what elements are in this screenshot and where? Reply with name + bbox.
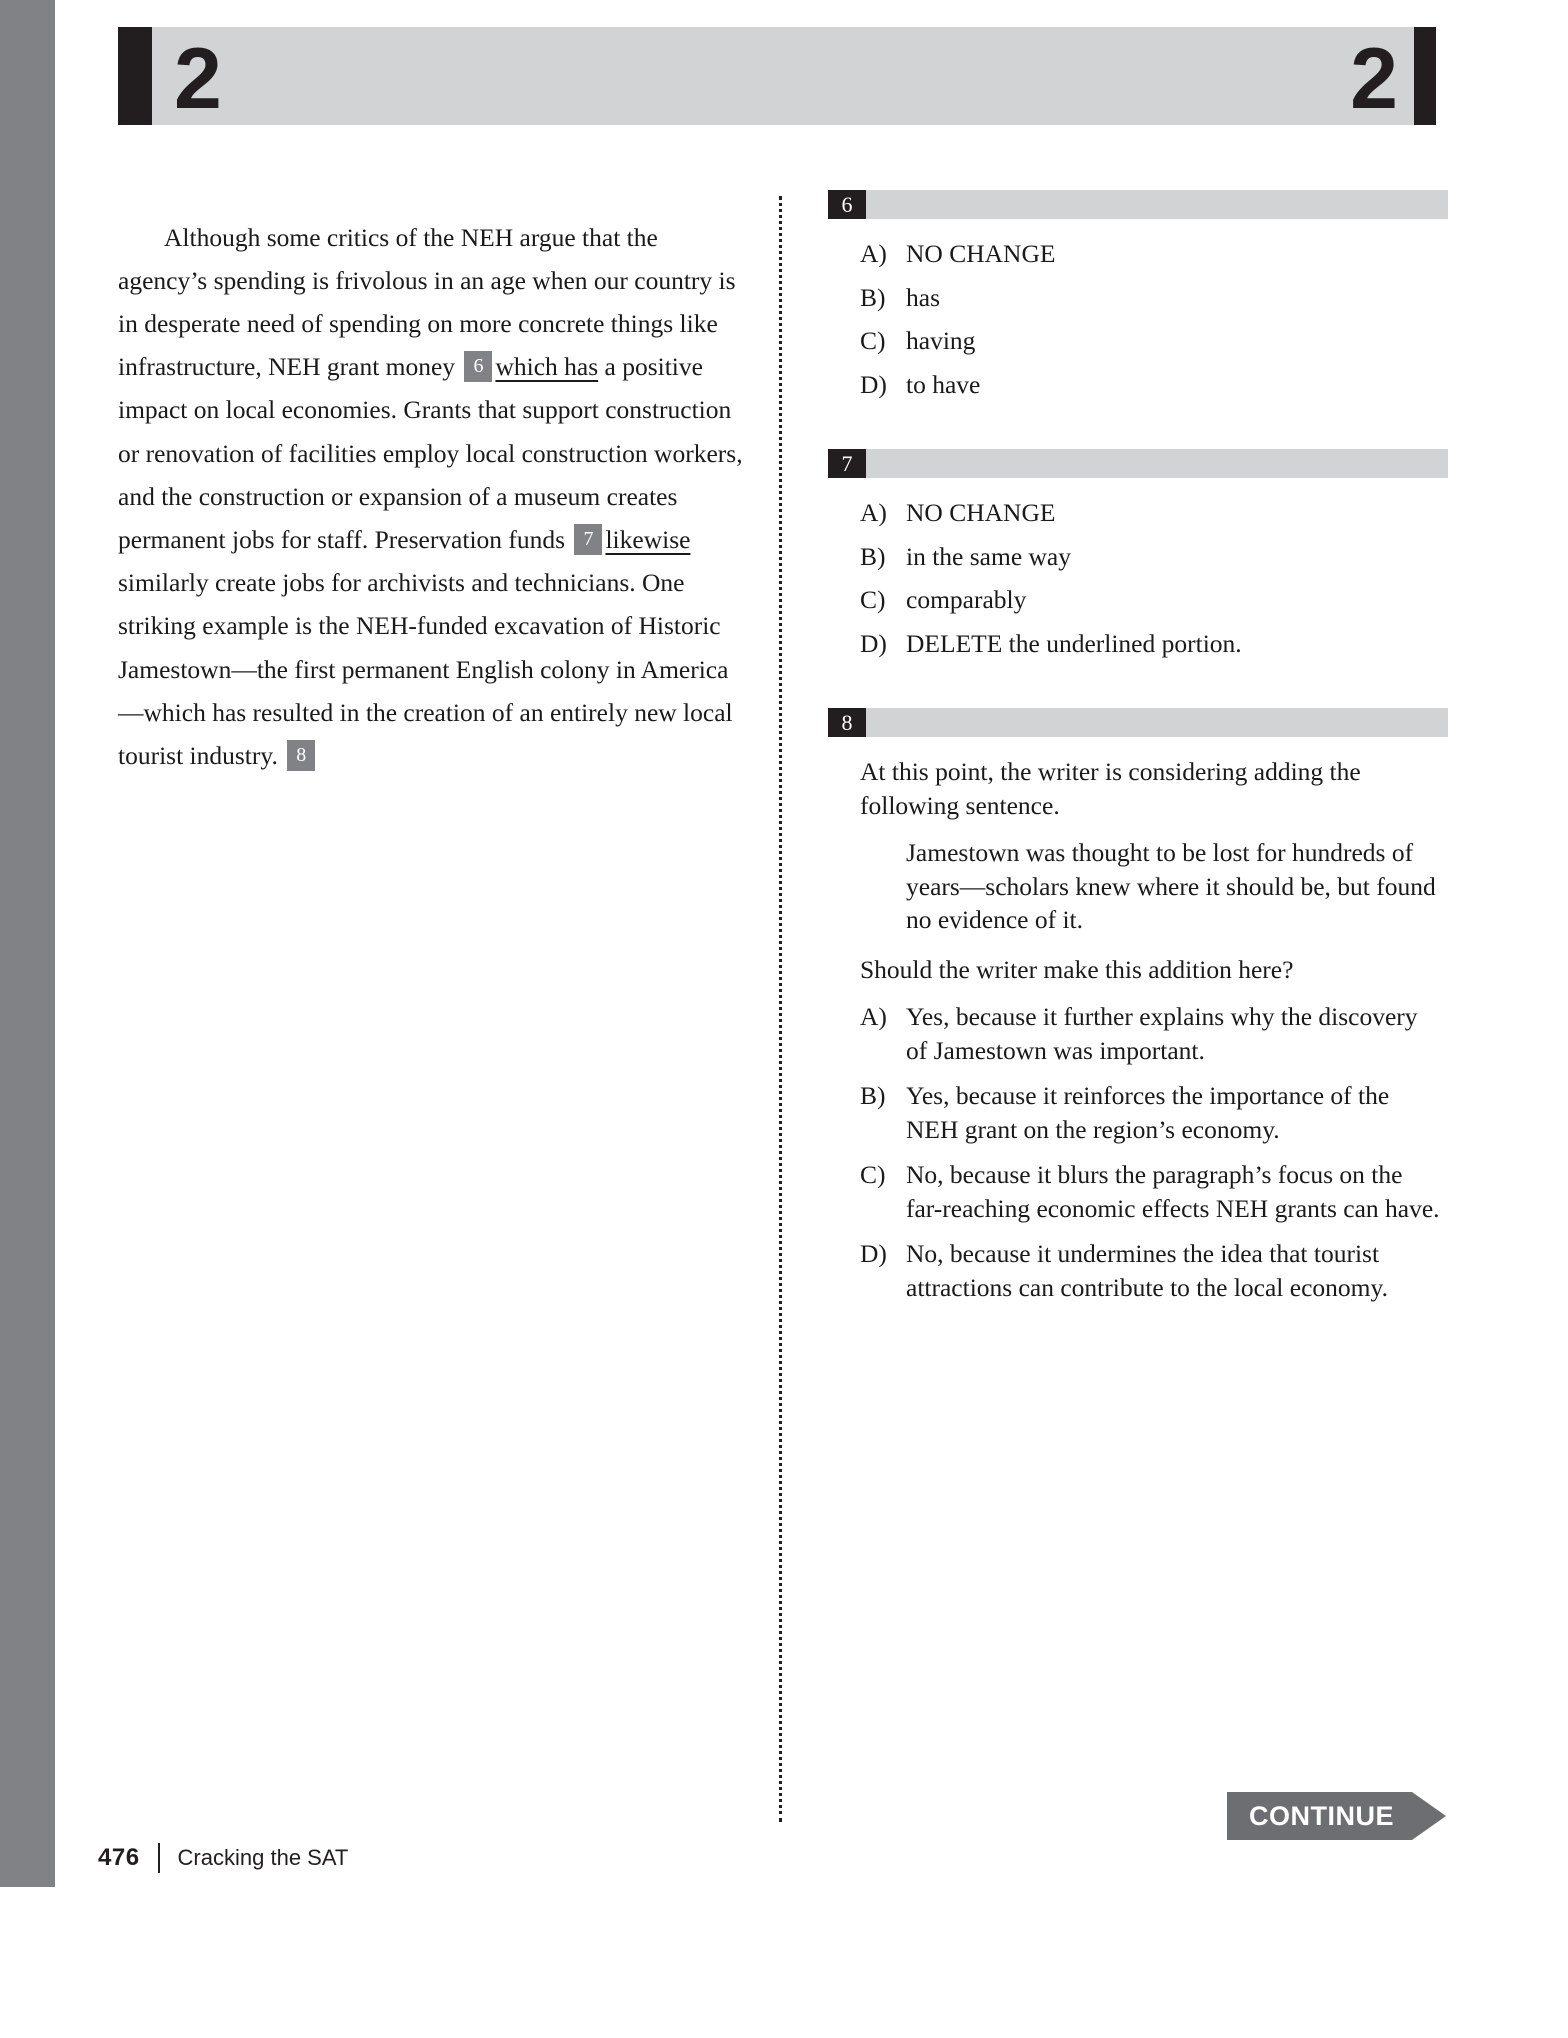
section-header (118, 27, 1436, 125)
continue-label: CONTINUE (1227, 1792, 1412, 1840)
footer-book-title: Cracking the SAT (177, 1845, 349, 1870)
header-right-cap (1414, 27, 1436, 125)
option-text: No, because it blurs the paragraph’s focus on the far-reaching economic effects NEH grants can have. (906, 1160, 1440, 1223)
option-text: having (906, 326, 976, 355)
answer-option[interactable] (828, 281, 1448, 315)
question-number-badge: 7 (828, 449, 866, 478)
option-letter: A) (860, 239, 887, 268)
questions-column (828, 190, 1448, 1352)
answer-option[interactable] (828, 324, 1448, 358)
option-text: No, because it undermines the idea that tourist attractions can contribute to the local economy. (906, 1239, 1388, 1302)
answer-option[interactable] (828, 627, 1448, 661)
answer-options (828, 496, 1448, 660)
answer-option[interactable] (828, 583, 1448, 617)
question-header-bar (866, 708, 1448, 737)
answer-option[interactable] (828, 1158, 1448, 1225)
option-letter: D) (860, 369, 887, 399)
arrow-right-icon (1412, 1792, 1446, 1840)
footer-divider (158, 1843, 160, 1873)
option-letter: A) (860, 498, 887, 527)
answer-option[interactable] (828, 1237, 1448, 1304)
passage-body (118, 223, 743, 770)
option-text: in the same way (906, 541, 1071, 571)
answer-option[interactable] (828, 237, 1448, 271)
page-footer (98, 1843, 348, 1873)
answer-options (828, 1000, 1448, 1304)
continue-button[interactable] (1227, 1792, 1446, 1840)
proposed-sentence: Jamestown was thought to be lost for hundreds of years—scholars knew where it should be, but found no evidence of it. (906, 838, 1436, 934)
answer-option[interactable] (828, 1079, 1448, 1146)
answer-option[interactable] (828, 368, 1448, 402)
option-text: Yes, because it reinforces the importance of the NEH grant on the region’s economy. (906, 1081, 1390, 1144)
underlined-portion: which has (495, 352, 599, 382)
option-letter: B) (860, 282, 886, 312)
question-number-badge: 8 (828, 708, 866, 737)
question-header-bar (866, 190, 1448, 219)
question-stem: At this point, the writer is considering adding the following sentence. (860, 757, 1361, 820)
option-letter: A) (860, 1002, 887, 1031)
option-letter: B) (860, 1081, 886, 1110)
inline-question-marker-6: 6 (464, 351, 492, 382)
answer-options (828, 237, 1448, 401)
question-header-8 (828, 708, 1448, 737)
question-6 (828, 190, 1448, 401)
left-margin-strip (0, 0, 55, 1887)
question-8 (828, 708, 1448, 1304)
option-text: has (906, 282, 940, 312)
option-text: Yes, because it further explains why the discovery of Jamestown was important. (906, 1002, 1418, 1065)
answer-option[interactable] (828, 496, 1448, 530)
option-letter: D) (860, 628, 887, 658)
question-header-6 (828, 190, 1448, 219)
option-letter: C) (860, 585, 886, 614)
option-text: to have (906, 369, 981, 399)
option-text: NO CHANGE (906, 498, 1056, 527)
option-letter: B) (860, 541, 886, 571)
header-left-cap (118, 27, 152, 125)
passage-column (118, 190, 748, 803)
question-prompt: Should the writer make this addition here? (860, 954, 1294, 984)
section-number-right: 2 (1350, 31, 1396, 127)
passage-run: a positive impact on local economies. Grants that support construction or renovation of facilities employ local construction workers, and the construction or expansion of a museum creates permanent jobs for staff. Preservation funds (118, 352, 743, 554)
header-band (152, 27, 1414, 125)
option-text: NO CHANGE (906, 239, 1056, 268)
option-text: DELETE the underlined portion. (906, 628, 1242, 658)
answer-option[interactable] (828, 540, 1448, 574)
answer-option[interactable] (828, 1000, 1448, 1067)
passage-run: Although some critics of the NEH argue that the agency’s spending is frivolous in an age when our country is in desperate need of spending on more concrete things like infrastructure, NEH grant money (118, 222, 736, 382)
option-letter: C) (860, 1160, 886, 1189)
inline-question-marker-7: 7 (574, 524, 602, 555)
option-text: comparably (906, 585, 1027, 614)
question-header-bar (866, 449, 1448, 478)
section-number-left: 2 (174, 31, 220, 127)
passage-run: similarly create jobs for archivists and technicians. One striking example is the NEH-funded excavation of Historic Jamestown—the first permanent English colony in America—which has resulted in the creation of an entirely new local tourist industry. (118, 568, 733, 770)
question-7 (828, 449, 1448, 660)
column-divider (779, 196, 782, 1822)
footer-page-number: 476 (98, 1844, 140, 1871)
option-letter: D) (860, 1239, 887, 1268)
question-number-badge: 6 (828, 190, 866, 219)
inline-question-marker-8: 8 (287, 740, 315, 771)
underlined-portion: likewise (605, 524, 691, 554)
option-letter: C) (860, 326, 886, 355)
question-header-7 (828, 449, 1448, 478)
passage-text (118, 216, 748, 778)
